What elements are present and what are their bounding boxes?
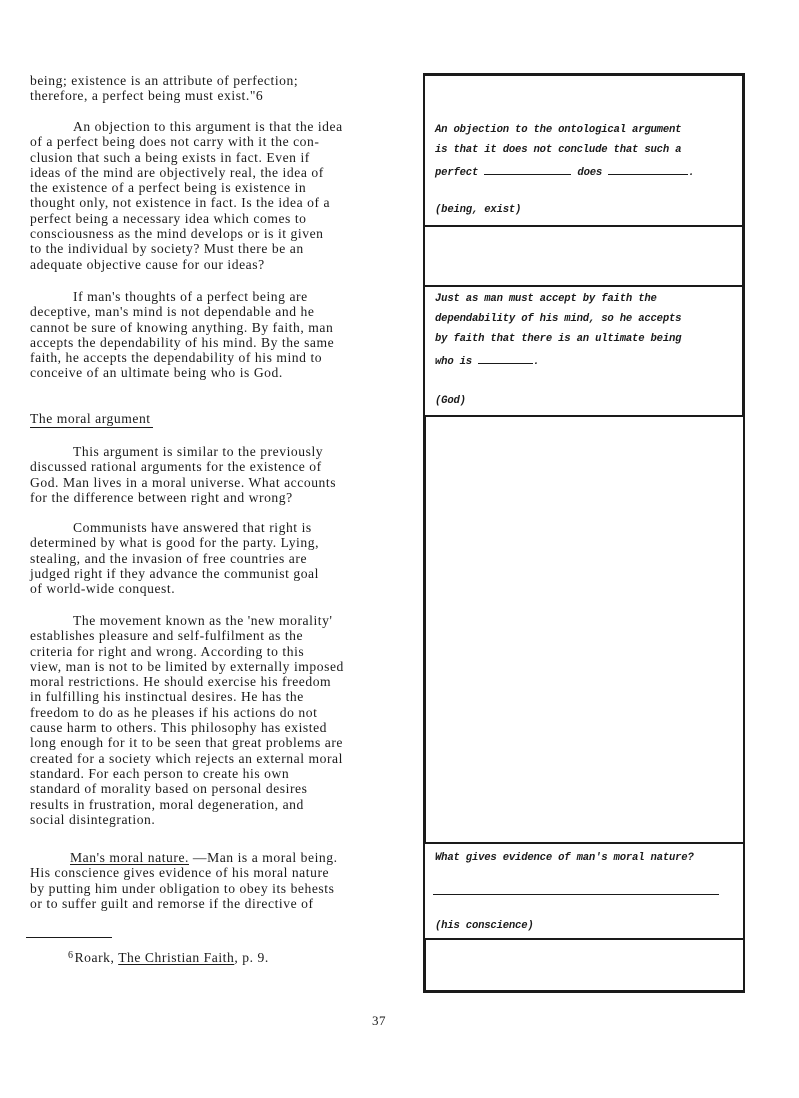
text-line: cannot be sure of knowing anything. By faith, man bbox=[30, 319, 334, 335]
text-line: or to suffer guilt and remorse if the directive of bbox=[30, 895, 314, 911]
frame-answer: (God) bbox=[435, 395, 466, 407]
paragraph-new-morality bbox=[30, 613, 425, 827]
text-line bbox=[30, 850, 425, 865]
text-line: This argument is similar to the previously bbox=[73, 444, 324, 459]
text-fragment: who is bbox=[435, 356, 479, 368]
footnote-author: Roark, bbox=[74, 950, 119, 965]
text-line: discussed rational arguments for the existence of bbox=[30, 459, 322, 475]
answer-blank[interactable] bbox=[608, 164, 688, 175]
frame-empty bbox=[423, 225, 745, 287]
answer-blank[interactable] bbox=[478, 353, 533, 364]
text-fragment: . bbox=[533, 356, 540, 368]
frame-text-line: Just as man must accept by faith the bbox=[435, 293, 657, 305]
text-line: in fulfilling his instinctual desires. He has the bbox=[30, 689, 304, 705]
text-line: stealing, and the invasion of free countries are bbox=[30, 550, 308, 566]
text-fragment: perfect bbox=[435, 167, 485, 179]
footnote-divider bbox=[26, 937, 112, 938]
text-line: social disintegration. bbox=[30, 811, 156, 827]
text-line: the existence of a perfect being is existence in bbox=[30, 180, 307, 196]
answer-blank[interactable] bbox=[484, 164, 571, 175]
text-line: Communists have answered that right is bbox=[73, 520, 312, 535]
text-line: conceive of an ultimate being who is God. bbox=[30, 365, 283, 381]
paragraph-moral-intro bbox=[30, 444, 425, 505]
text-line: to the individual by society? Must there be an bbox=[30, 241, 304, 257]
frame-text-line: by faith that there is an ultimate being bbox=[435, 333, 682, 345]
paragraph-communists bbox=[30, 520, 425, 596]
frame-text-line: An objection to the ontological argument bbox=[435, 124, 682, 136]
paragraph-objection bbox=[30, 119, 425, 272]
text-line: adequate objective cause for our ideas? bbox=[30, 256, 265, 272]
text-line: being; existence is an attribute of perfection; bbox=[30, 73, 299, 88]
page-number: 37 bbox=[372, 1013, 386, 1028]
footnote bbox=[68, 950, 269, 966]
paragraph-ontological-conclusion bbox=[30, 73, 425, 104]
frame-empty-bottom bbox=[423, 938, 745, 993]
frame-text-line bbox=[435, 164, 694, 179]
text-line: long enough for it to be seen that great problems are bbox=[30, 735, 344, 751]
frame-text-line: dependability of his mind, so he accepts bbox=[435, 313, 682, 325]
paragraph-faith bbox=[30, 289, 425, 381]
text-line: view, man is not to be limited by externally imposed bbox=[30, 658, 344, 674]
footnote-title: The Christian Faith bbox=[118, 950, 235, 965]
text-line: judged right if they advance the communist goal bbox=[30, 565, 319, 581]
text-line: for the difference between right and wrong? bbox=[30, 489, 293, 505]
text-line: God. Man lives in a moral universe. What accounts bbox=[30, 474, 337, 490]
text-line: His conscience gives evidence of his moral nature bbox=[30, 865, 330, 881]
text-line: cause harm to others. This philosophy has existed bbox=[30, 720, 328, 736]
text-fragment: does bbox=[571, 167, 609, 179]
frame-question: What gives evidence of man's moral nature? bbox=[435, 852, 694, 864]
text-line: If man's thoughts of a perfect being are bbox=[73, 289, 308, 304]
paragraph-moral-nature bbox=[30, 850, 425, 911]
text-line: freedom to do as he pleases if his actions do not bbox=[30, 704, 318, 720]
text-line: An objection to this argument is that the idea bbox=[73, 119, 343, 134]
text-line: ideas of the mind are objectively real, the idea of bbox=[30, 164, 324, 180]
answer-blank[interactable] bbox=[433, 894, 719, 895]
frame-moral-nature-question bbox=[423, 842, 745, 940]
text-line: criteria for right and wrong. According to this bbox=[30, 643, 305, 659]
text-line: faith, he accepts the dependability of his mind to bbox=[30, 350, 323, 366]
text-line: perfect being a necessary idea which comes to bbox=[30, 210, 307, 226]
footnote-number: 6 bbox=[68, 950, 74, 961]
frame-ontological-objection bbox=[423, 73, 745, 227]
text-line: of world-wide conquest. bbox=[30, 581, 176, 597]
text-line: determined by what is good for the party. Lying, bbox=[30, 535, 320, 551]
text-line: of a perfect being does not carry with it the con- bbox=[30, 134, 320, 150]
text-line: thought only, not existence in fact. Is the idea of a bbox=[30, 195, 331, 211]
text-line: moral restrictions. He should exercise his freedom bbox=[30, 674, 332, 690]
run-in-heading-moral-nature: Man's moral nature. bbox=[70, 850, 189, 865]
section-heading-moral-argument: The moral argument bbox=[30, 411, 151, 426]
text-line: standard. For each person to create his own bbox=[30, 765, 290, 781]
text-line: consciousness as the mind develops or is it given bbox=[30, 226, 324, 242]
text-line: therefore, a perfect being must exist."6 bbox=[30, 88, 264, 104]
text-line: accepts the dependability of his mind. By the same bbox=[30, 334, 335, 350]
frame-answer: (being, exist) bbox=[435, 204, 522, 216]
text-line: standard of morality based on personal desires bbox=[30, 781, 308, 797]
text-line: by putting him under obligation to obey its behests bbox=[30, 880, 335, 896]
text-line: establishes pleasure and self-fulfilment as the bbox=[30, 628, 304, 644]
text-fragment: . bbox=[688, 167, 695, 179]
text-line: created for a society which rejects an external moral bbox=[30, 750, 343, 766]
text-line: deceptive, man's mind is not dependable and he bbox=[30, 304, 315, 320]
frame-faith-god bbox=[423, 285, 745, 417]
text-line: The movement known as the 'new morality' bbox=[73, 613, 333, 628]
frame-answer: (his conscience) bbox=[435, 920, 534, 932]
text-fragment: —Man is a moral being. bbox=[188, 850, 338, 865]
frame-text-line bbox=[435, 353, 539, 368]
text-line: results in frustration, moral degeneration, and bbox=[30, 796, 304, 812]
text-line: clusion that such a being exists in fact. Even if bbox=[30, 149, 310, 165]
frame-text-line: is that it does not conclude that such a bbox=[435, 144, 682, 156]
footnote-page: , p. 9. bbox=[234, 950, 269, 965]
